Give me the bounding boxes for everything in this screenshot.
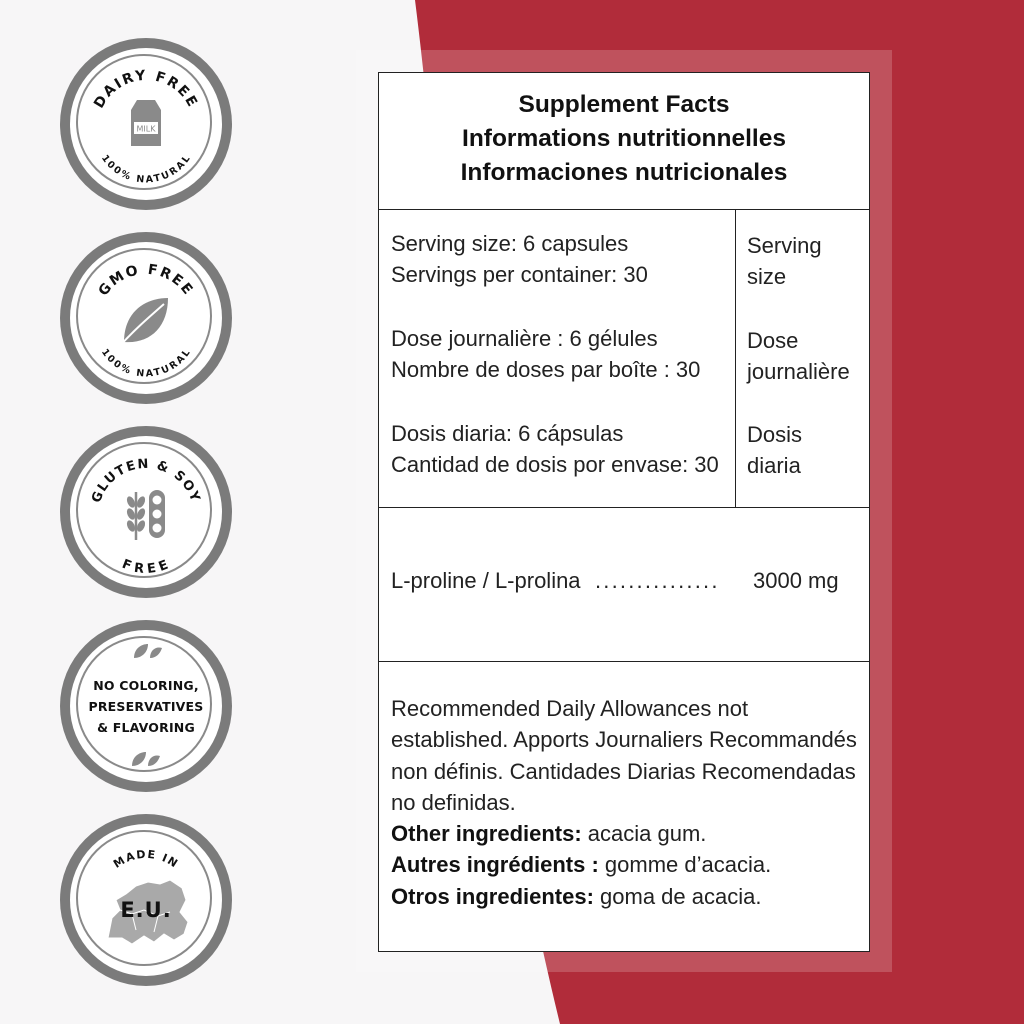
made-in-eu-badge [60, 814, 232, 986]
made-in-text: MADE IN [111, 847, 182, 871]
title-fr: Informations nutritionnelles [462, 125, 786, 152]
dairy-free-top-text: DAIRY FREE [91, 67, 201, 112]
rda-note: Recommended Daily Allowances not established. Apports Journaliers Recommandés non définis. Cantidades Diarias Recomendadas no definidas. [391, 696, 857, 815]
notes-block [391, 693, 861, 912]
no-coloring-line-1: NO COLORING, [93, 678, 199, 693]
other-ingredients-es-value: goma de acacia. [593, 883, 762, 909]
servings-per-container-en: Servings per container: 30 [391, 262, 648, 287]
milk-label: MILK [136, 124, 156, 134]
milk-carton-icon [131, 100, 161, 146]
no-coloring-line-2: PRESERVATIVES [88, 699, 204, 714]
gluten-soy-bottom-text: FREE [119, 556, 173, 578]
svg-text:GLUTEN & SOY [89, 457, 203, 505]
title-es: Informaciones nutricionales [460, 159, 788, 186]
svg-text:100% NATURAL [99, 153, 193, 186]
gmo-free-badge [60, 232, 232, 404]
servings-per-container-fr: Nombre de doses par boîte : 30 [391, 357, 701, 382]
serving-size-en: Serving size: 6 capsules [391, 231, 629, 256]
svg-text:GMO FREE [95, 262, 196, 299]
servings-per-container-es: Cantidad de dosis por envase: 30 [391, 452, 719, 477]
other-ingredients-es [391, 881, 861, 912]
serving-col-en-2: size [747, 264, 787, 289]
gluten-soy-free-badge [60, 426, 232, 598]
gmo-free-bottom-text: 100% NATURAL [98, 346, 194, 380]
eu-text: E.U. [120, 898, 172, 922]
other-ingredients-fr [391, 849, 861, 880]
no-coloring-line-3: & FLAVORING [97, 720, 195, 735]
ingredient-name: L-proline / L-prolina [391, 568, 581, 593]
divider-1 [379, 209, 869, 210]
leaf-icon [120, 298, 168, 346]
divider-2 [379, 507, 869, 508]
serving-col-en-1: Serving [747, 233, 822, 258]
serving-col-fr-2: journalière [747, 359, 850, 384]
serving-size-es: Dosis diaria: 6 cápsulas [391, 421, 624, 446]
svg-text:FREE [120, 557, 172, 577]
serving-col-es-1: Dosis [747, 422, 803, 447]
svg-text:MADE IN [111, 848, 181, 871]
serving-size-fr: Dose journalière : 6 gélules [391, 326, 658, 351]
other-ingredients-en-label: Other ingredients: [391, 821, 582, 847]
leaves-icon-top [134, 644, 162, 658]
leaves-icon-bottom [132, 752, 160, 766]
vertical-divider [735, 209, 736, 507]
ingredient-dots: ............... [595, 568, 720, 593]
dairy-free-badge [60, 38, 232, 210]
gluten-soy-top-text: GLUTEN & SOY [89, 456, 203, 505]
supplement-facts-panel [378, 72, 870, 952]
other-ingredients-en-value: acacia gum. [581, 821, 707, 847]
serving-col-es-2: diaria [747, 453, 801, 478]
gmo-free-top-text: GMO FREE [95, 261, 197, 300]
serving-col-fr-1: Dose [747, 328, 799, 353]
title-en: Supplement Facts [518, 91, 730, 118]
other-ingredients-fr-label: Autres ingrédients : [391, 852, 599, 878]
wheat-soy-icon [125, 490, 165, 540]
ingredient-amount: 3000 mg [753, 568, 839, 593]
no-coloring-badge [60, 620, 232, 792]
other-ingredients-en [391, 818, 861, 849]
svg-text:100% NATURAL [99, 347, 193, 380]
other-ingredients-es-label: Otros ingredientes: [391, 883, 594, 909]
other-ingredients-fr-value: gomme d’acacia. [598, 852, 772, 878]
divider-3 [379, 661, 869, 662]
dairy-free-bottom-text: 100% NATURAL [98, 152, 194, 186]
